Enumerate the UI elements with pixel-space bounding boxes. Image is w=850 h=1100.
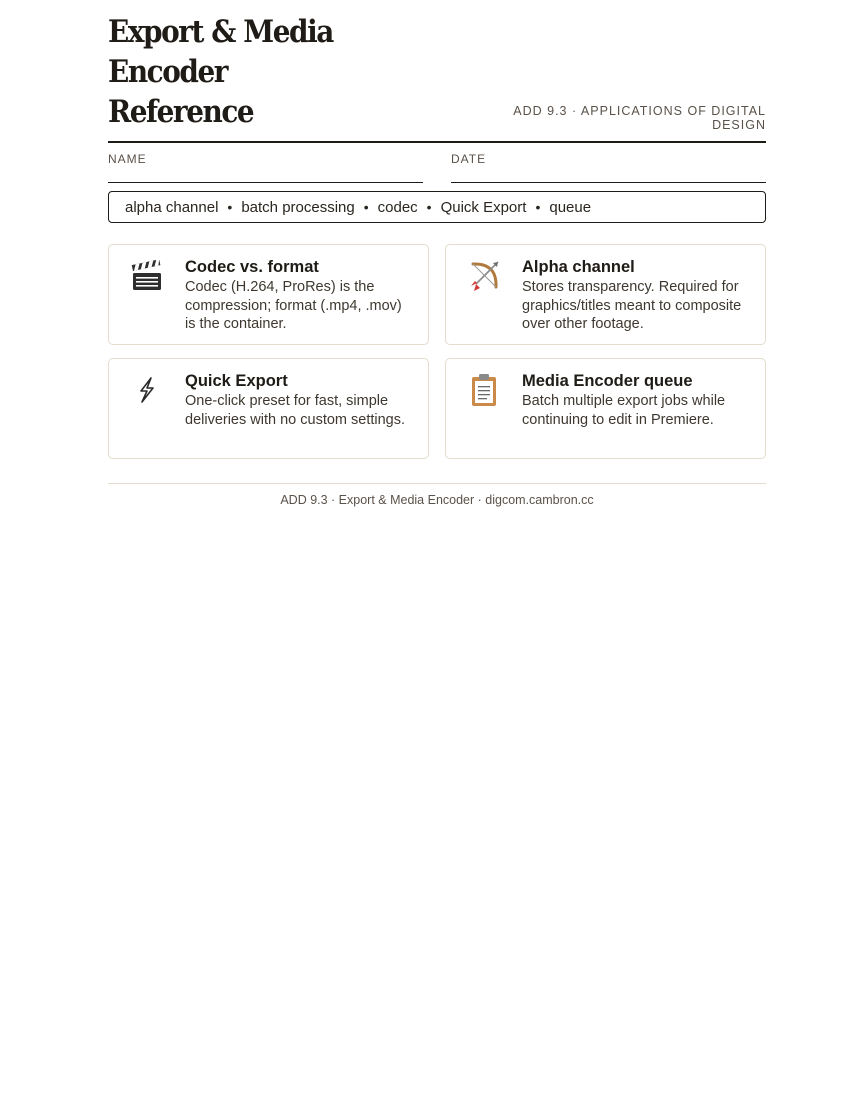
name-field-label: NAME — [108, 152, 147, 166]
concept-cards — [108, 244, 766, 459]
keyword: batch processing — [241, 198, 355, 216]
page-footer: ADD 9.3 · Export & Media Encoder · digcom.cambron.cc — [108, 483, 766, 507]
card-quick-export — [108, 358, 429, 459]
keyword: Quick Export — [440, 198, 527, 216]
keyword-bar — [108, 191, 766, 223]
card-text: Batch multiple export jobs while continuing to edit in Premiere. — [522, 393, 726, 428]
keyword-separator: • — [363, 199, 369, 215]
page-title-line-1: Export & Media Encoder — [108, 14, 333, 90]
card-body — [522, 371, 753, 458]
keyword: codec — [377, 198, 418, 216]
keyword: alpha channel — [125, 198, 219, 216]
card-text: Stores transparency. Required for graphics/titles meant to composite over other footage. — [522, 279, 742, 332]
card-alpha-channel — [445, 244, 766, 345]
clipboard-icon — [466, 372, 502, 408]
card-title: Media Encoder queue — [522, 372, 693, 390]
card-body — [522, 257, 753, 344]
card-title: Alpha channel — [522, 258, 635, 276]
keyword: queue — [549, 198, 592, 216]
keyword-separator: • — [535, 199, 541, 215]
lightning-bolt-icon — [129, 372, 165, 408]
page-title-line-2: Reference — [108, 94, 254, 130]
card-body — [185, 257, 416, 344]
clapperboard-icon — [129, 258, 165, 294]
reference-sheet — [108, 0, 766, 507]
name-field[interactable] — [108, 152, 423, 183]
card-media-encoder-queue — [445, 358, 766, 459]
date-field[interactable] — [451, 152, 766, 183]
keyword-separator: • — [227, 199, 233, 215]
page-header — [108, 12, 766, 143]
bow-and-arrow-icon — [466, 258, 502, 294]
card-text: Codec (H.264, ProRes) is the compression; format (.mp4, .mov) is the container. — [185, 279, 402, 332]
student-fields — [108, 152, 766, 183]
keyword-separator: • — [426, 199, 432, 215]
date-field-label: DATE — [451, 152, 487, 166]
page-title — [108, 12, 405, 132]
card-codec-vs-format — [108, 244, 429, 345]
course-label: ADD 9.3 · APPLICATIONS OF DIGITAL DESIGN — [513, 104, 766, 132]
card-body — [185, 371, 416, 458]
card-title: Quick Export — [185, 372, 288, 390]
card-text: One-click preset for fast, simple deliveries with no custom settings. — [185, 393, 406, 428]
card-title: Codec vs. format — [185, 258, 319, 276]
